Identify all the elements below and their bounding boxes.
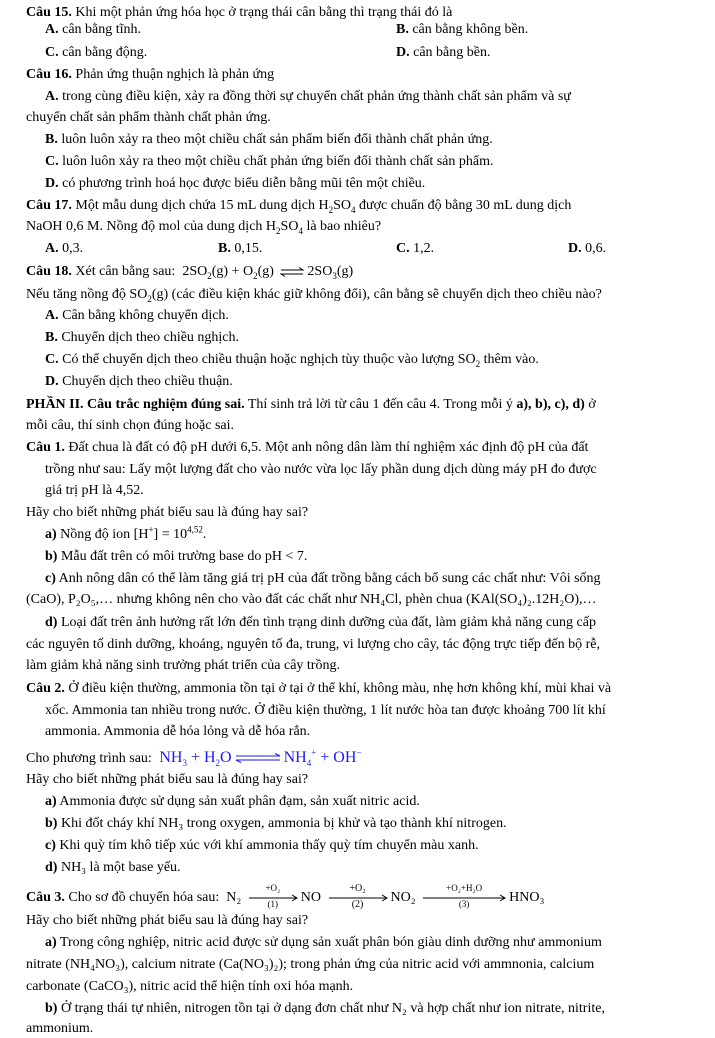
c1-stem: Câu 1. Đất chua là đất có độ pH dưới 6,5. Một anh nông dân làm thí nghiệm xác định độ pH của đất: [26, 440, 589, 455]
q17-stem: Câu 17. Một mẫu dung dịch chứa 15 mL dung dịch $H_2SO_4$ được chuẩn độ bằng 30 mL dung dịch: [26, 198, 572, 215]
part2-heading: PHẦN II. Câu trắc nghiệm đúng sai. Thí sinh trả lời từ câu 1 đến câu 4. Trong mỗi ý a), b), c), d) ở: [26, 397, 596, 412]
c3-statement-a: a) Trong công nghiệp, nitric acid được sử dụng sản xuất phân bón giàu dinh dưỡng như ammonium: [45, 935, 602, 950]
c3-statement-a-cont2: carbonate (CaCO₃), nitric acid thể hiện tính oxi hóa mạnh.: [26, 979, 354, 994]
q18-option-a: A. Cân bằng không chuyển dịch.: [45, 308, 229, 323]
c2-stem-line2: xốc. Ammonia tan nhiều trong nước. Ở điều kiện thường, 1 lít nước hòa tan được khoảng 700 lít khí: [45, 703, 606, 718]
c1-statement-d-cont: các nguyên tố dinh dưỡng, khoáng, nguyên tố đa, trung, vi lượng cho cây, tác động trực tiếp đến bộ rễ,: [26, 637, 600, 652]
q16-option-d: D. có phương trình hoá học được biểu diễn bằng mũi tên một chiều.: [45, 176, 426, 191]
q18-option-d: D. Chuyển dịch theo chiều thuận.: [45, 374, 233, 389]
c3-statement-a-cont: nitrate (NH₄NO₃), calcium nitrate (Ca(NO₃)₂); trong phản ứng của nitric acid với ammnonia, calcium: [26, 957, 595, 972]
q15-option-c: C. cân bằng động.: [45, 45, 148, 60]
c2-equation-line: Cho phương trình sau: $NH_3 + H_2O$ $NH_4^+ + OH^-$: [26, 747, 362, 769]
arrow-1-icon: +O₂ (1): [248, 886, 298, 910]
c2-statement-b: b) Khi đốt cháy khí NH₃ trong oxygen, ammonia bị khử và tạo thành khí nitrogen.: [45, 816, 507, 831]
c2-statement-c: c) Khi quỳ tím khô tiếp xúc với khí ammonia thấy quỳ tím chuyển màu xanh.: [45, 838, 479, 853]
c1-stem-line2: trồng như sau: Lấy một lượng đất cho vào nước vừa lọc lấy phần dung dịch dùng máy pH đo được: [45, 462, 597, 477]
q16-option-b: B. luôn luôn xảy ra theo một chiều chất sản phẩm biến đổi thành chất phản ứng.: [45, 132, 493, 147]
q16-option-a-cont: chuyển chất sản phẩm thành chất phản ứng.: [26, 110, 271, 125]
c2-equation: $NH_3 + H_2O$ $NH_4^+ + OH^-$: [155, 747, 362, 769]
c1-stem-line3: giá trị pH là 4,52.: [45, 483, 144, 498]
arrow-2-icon: +O₂ (2): [328, 886, 388, 910]
c1-statement-d-cont2: làm giảm khả năng sinh trưởng phát triển của cây trồng.: [26, 658, 340, 673]
c1-statement-c-cont: (CaO), P₂O₅,… nhưng không nên cho vào đất các chất như NH₄Cl, phèn chua (KAl(SO₄)₂.12H₂O),…: [26, 592, 597, 607]
q18-option-c: C. Có thể chuyển dịch theo chiều thuận hoặc nghịch tùy thuộc vào lượng $SO_2$ thêm vào.: [45, 352, 539, 369]
q17-option-a: A. 0,3.: [45, 241, 84, 256]
c1-statement-a: a) Nồng độ ion $[H^+] = 10^{4,52}$.: [45, 524, 207, 542]
c2-statement-a: a) Ammonia được sử dụng sản xuất phân đạm, sản xuất nitric acid.: [45, 794, 420, 809]
q15-option-a: A. cân bằng tĩnh.: [45, 22, 142, 37]
c2-ask: Hãy cho biết những phát biểu sau là đúng hay sai?: [26, 772, 309, 787]
c1-statement-d: d) Loại đất trên ảnh hưởng rất lớn đến tình trạng dinh dưỡng của đất, làm giảm khả năng cung cấp: [45, 615, 596, 630]
part2-instruction: mỗi câu, thí sinh chọn đúng hoặc sai.: [26, 418, 235, 433]
q16-option-c: C. luôn luôn xảy ra theo một chiều chất phản ứng biến đổi thành chất sản phẩm.: [45, 154, 494, 169]
c3-scheme-line: Câu 3. Cho sơ đồ chuyển hóa sau: N₂ +O₂ (1) NO +O₂ (2) NO₂ +O₂+H₂O (3) HNO₃: [26, 883, 545, 910]
q18-equation: $2SO_2(g) + O_2(g)$ $2SO_3(g)$: [182, 264, 354, 281]
c3-statement-b: b) Ở trạng thái tự nhiên, nitrogen tồn tại ở dạng đơn chất như N₂ và hợp chất như ion nitrate, nitrite,: [45, 1001, 605, 1016]
q18-question: Nếu tăng nồng độ $SO_2(g)$ (các điều kiện khác giữ không đổi), cân bằng sẽ chuyển dịch theo chiều nào?: [26, 287, 602, 304]
q16-option-a: A. trong cùng điều kiện, xảy ra đồng thời sự chuyển chất phản ứng thành chất sản phẩm và sự: [45, 89, 571, 104]
q18-stem: Câu 18. Xét cân bằng sau: $2SO_2(g) + O_2(g)$ $2SO_3(g)$: [26, 264, 354, 281]
c3-statement-b-cont: ammonium.: [26, 1021, 94, 1036]
c2-stem: Câu 2. Ở điều kiện thường, ammonia tồn tại ở tại ở thể khí, không màu, nhẹ hơn không khí, mùi khai và: [26, 681, 612, 696]
q15-stem: Câu 15. Khi một phản ứng hóa học ở trạng thái cân bằng thì trạng thái đó là: [26, 5, 453, 20]
q16-stem: Câu 16. Phản ứng thuận nghịch là phản ứng: [26, 67, 275, 82]
q17-option-c: C. 1,2.: [396, 241, 435, 256]
q15-option-b: B. cân bằng không bền.: [396, 22, 529, 37]
q17-stem-cont: NaOH 0,6 M. Nồng độ mol của dung dịch $H_2SO_4$ là bao nhiêu?: [26, 219, 382, 236]
q18-option-b: B. Chuyển dịch theo chiều nghịch.: [45, 330, 240, 345]
q17-option-b: B. 0,15.: [218, 241, 263, 256]
equilibrium-arrow-icon: [280, 267, 304, 277]
arrow-3-icon: +O₂+H₂O (3): [422, 886, 506, 910]
c1-ask: Hãy cho biết những phát biểu sau là đúng hay sai?: [26, 505, 309, 520]
c1-statement-b: b) Mẫu đất trên có môi trường base do pH < 7.: [45, 549, 308, 564]
q17-option-d: D. 0,6.: [568, 241, 607, 256]
c2-statement-d: d) NH₃ là một base yếu.: [45, 860, 181, 875]
c1-statement-c: c) Anh nông dân có thể làm tăng giá trị pH của đất trồng bằng cách bổ sung các chất như: Vôi sống: [45, 571, 601, 586]
reversible-arrow-icon: [235, 753, 281, 763]
c2-stem-line3: ammonia. Ammonia dễ hóa lỏng và dễ hóa rắn.: [45, 724, 311, 739]
q15-option-d: D. cân bằng bền.: [396, 45, 491, 60]
c3-ask: Hãy cho biết những phát biểu sau là đúng hay sai?: [26, 913, 309, 928]
